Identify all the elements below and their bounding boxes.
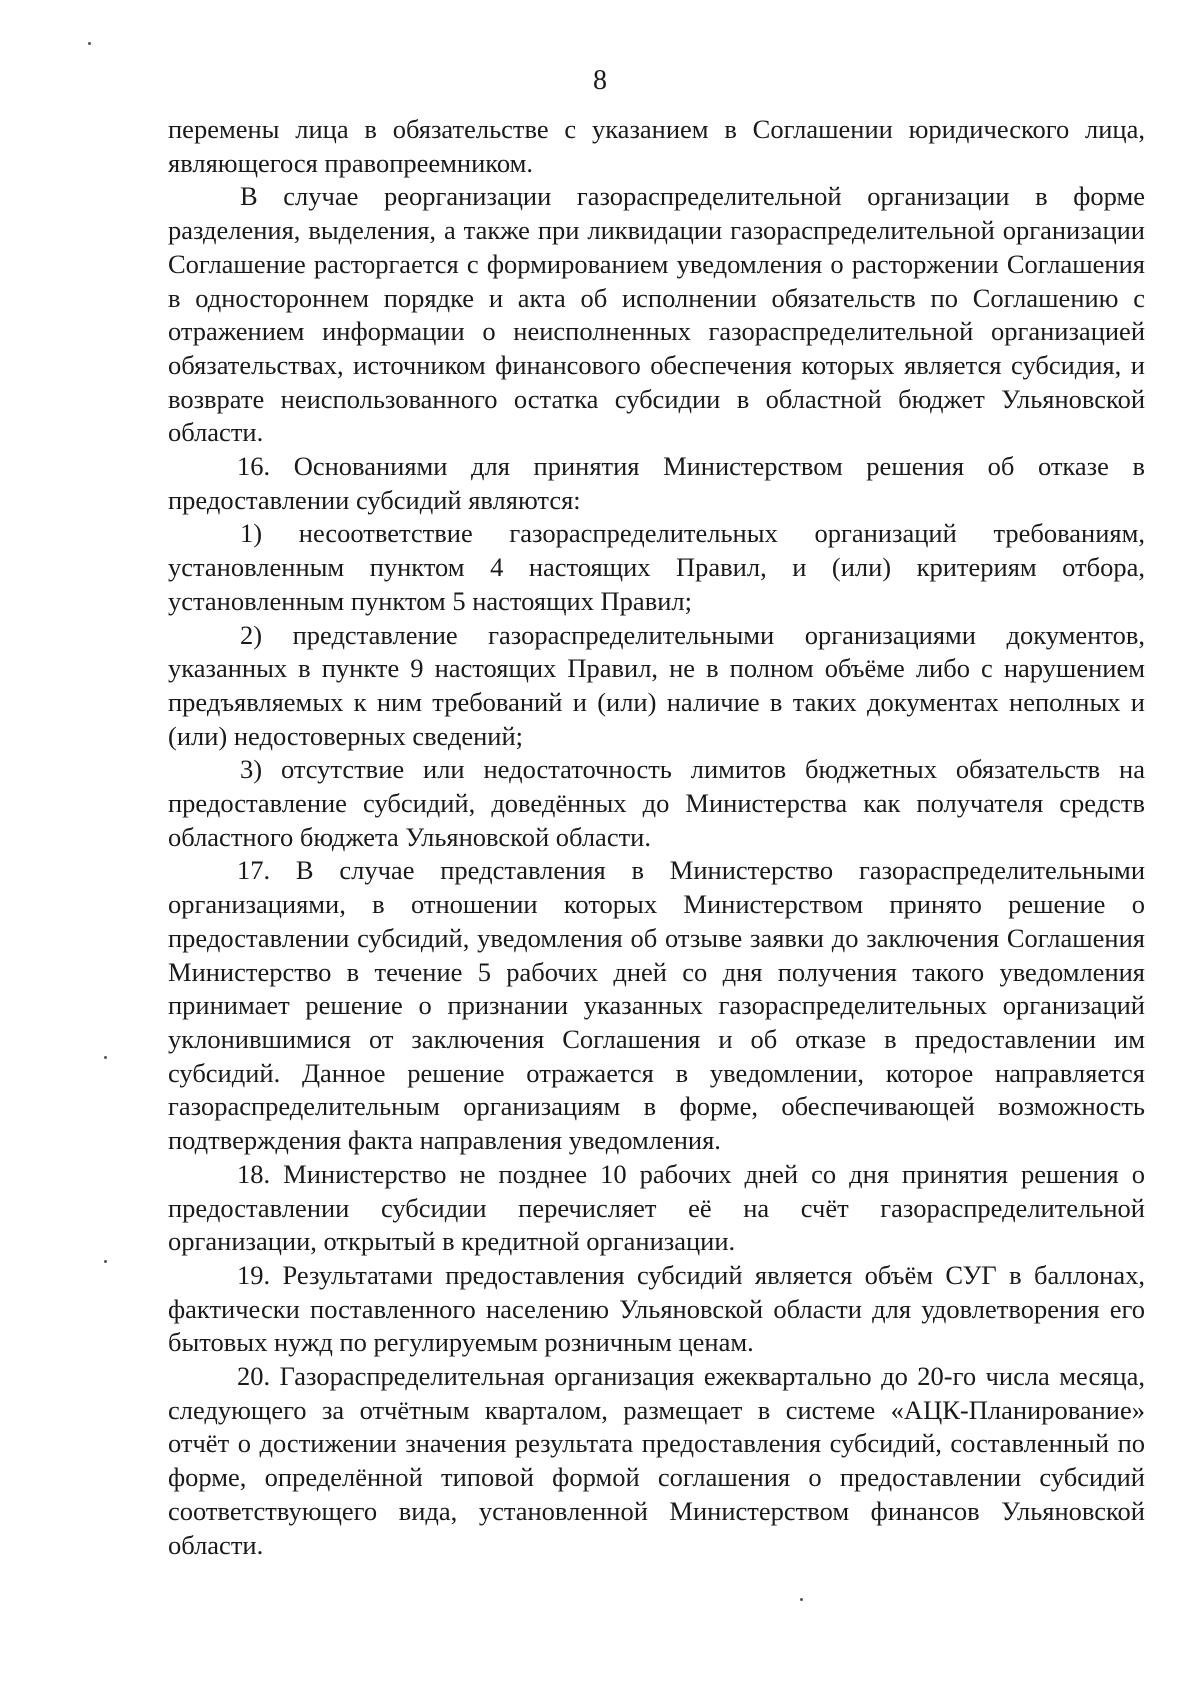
- page-number: 8: [593, 65, 607, 96]
- paragraph-continuation: перемены лица в обязательстве с указанием в Соглашении юридического лица, являющегося правопреемником.: [168, 114, 1145, 178]
- scan-speck: [88, 42, 91, 45]
- list-item-16-1: 1) несоответствие газораспределительных организаций требованиям, установленным пунктом 4 настоящих Правил, и (или) критериям отбора, установленным пунктом 5 настоящих Правил;: [168, 518, 1145, 616]
- paragraph-17: 17. В случае представления в Министерство газораспределительными организациями, в отношении которых Министерством принято решение о предоставлении субсидий, уведомления об отзыве заявки до заключения Соглашения Министерство в течение 5 рабочих дней со дня получения такого уведомления принимает решение о признании указанных газораспределительных организаций уклонившимися от заключения Соглашения и об отказе в предоставлении им субсидий. Данное решение отражается в уведомлении, которое направляется газораспределительным организациям в форме, обеспечивающей возможность подтверждения факта направления уведомления.: [168, 855, 1145, 1156]
- list-item-16-2: 2) представление газораспределительными организациями документов, указанных в пункте 9 настоящих Правил, не в полном объёме либо с нарушением предъявляемых к ним требований и (или) наличие в таких документах неполных и (или) недостоверных сведений;: [168, 619, 1145, 751]
- scan-speck: [104, 1260, 107, 1263]
- paragraph-20: 20. Газораспределительная организация ежеквартально до 20-го числа месяца, следующего за отчётным кварталом, размещает в системе «АЦК-Планирование» отчёт о достижении значения результата предоставления субсидий, составленный по форме, определённой типовой формой соглашения о предоставлении субсидий соответствующего вида, установленной Министерством финансов Ульяновской области.: [168, 1361, 1145, 1560]
- paragraph-19: 19. Результатами предоставления субсидий является объём СУГ в баллонах, фактически поставленного населению Ульяновской области для удовлетворения его бытовых нужд по регулируемым розничным ценам.: [168, 1259, 1145, 1358]
- paragraph-16: 16. Основаниями для принятия Министерством решения об отказе в предоставлении субсидий являются:: [168, 451, 1145, 515]
- document-body: [168, 113, 1145, 1562]
- scan-speck: [104, 1056, 107, 1059]
- scan-speck: [800, 1598, 803, 1601]
- paragraph-18: 18. Министерство не позднее 10 рабочих дней со дня принятия решения о предоставлении субсидии перечисляет её на счёт газораспределительной организации, открытый в кредитной организации.: [168, 1158, 1145, 1257]
- list-item-16-3: 3) отсутствие или недостаточность лимитов бюджетных обязательств на предоставление субсидий, доведённых до Министерства как получателя средств областного бюджета Ульяновской области.: [168, 754, 1145, 852]
- paragraph-reorganization: В случае реорганизации газораспределительной организации в форме разделения, выделения, а также при ликвидации газораспределительной организации Соглашение расторгается с формированием уведомления о расторжении Соглашения в одностороннем порядке и акта об исполнении обязательств по Соглашению с отражением информации о неисполненных газораспределительной организацией обязательствах, источником финансового обеспечения которых является субсидия, и возврате неиспользованного остатка субсидии в областной бюджет Ульяновской области.: [168, 181, 1145, 448]
